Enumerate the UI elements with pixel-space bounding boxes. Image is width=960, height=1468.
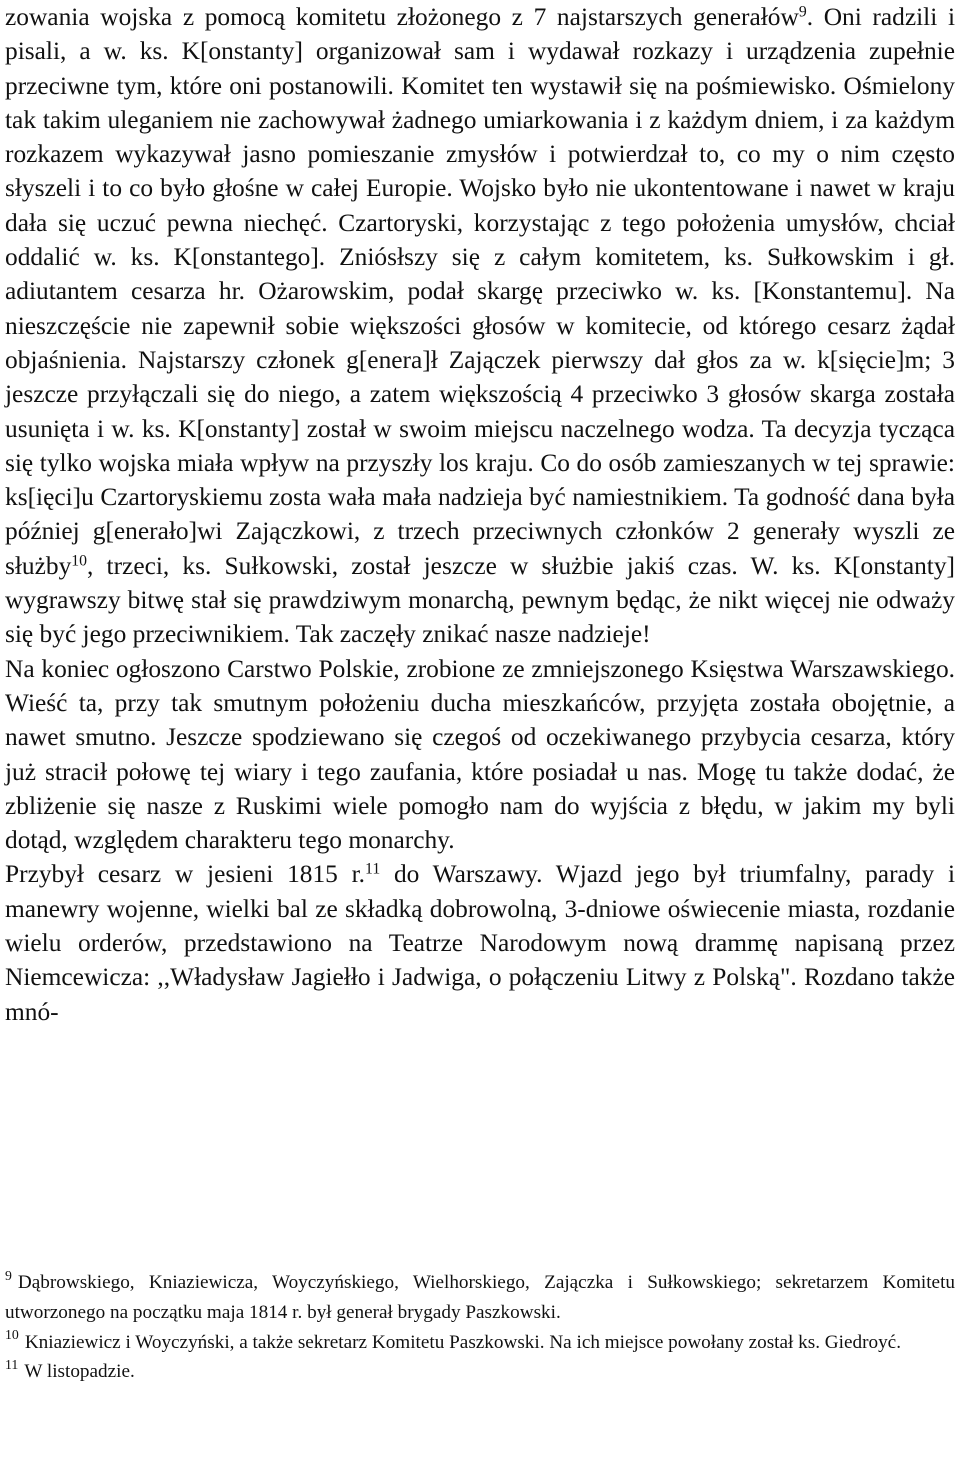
paragraph-2: Na koniec ogłoszono Carstwo Polskie, zrobione ze zmniejszonego Księstwa Warszawskiego. Wieść ta, przy tak smutnym położeniu ducha mieszkańców, przyjęta została obojętnie, a nawet smutno. Jeszcze spodziewano się czegoś od oczekiwanego przybycia cesarza, który już stracił połowę tej wiary i tego zaufania, które posiadał u nas. Mogę tu także dodać, że zbliżenie się nasze z Ruskimi wiele pomogło nam do wyjścia z błędu, w jakim my byli dotąd, względem charakteru tego monarchy. bbox=[5, 654, 955, 855]
paragraph-1 bbox=[5, 0, 955, 652]
footnote-ref-11: 11 bbox=[365, 860, 381, 878]
footnote-11 bbox=[5, 1357, 955, 1387]
main-text bbox=[5, 0, 955, 1029]
paragraph-3-text-b: do Warszawy. Wjazd jego był triumfalny, parady i manewry wojenne, wielki bal ze składką dobrowolną, 3-dniowe oświecenie miasta, rozdanie wielu orderów, przedstawiono na Teatrze Narodowym nową drammę napisaną przez Niemcewicza: ,,Władysław Jagiełło i Jadwiga, o połączeniu Litwy z Polską". Rozdano także mnó- bbox=[5, 860, 955, 1026]
paragraph-3 bbox=[5, 857, 955, 1028]
paragraph-1-text-b: . Oni radzili i pisali, a w. ks. K[onstanty] organizował sam i wydawał rozkazy i urządzenia zupełnie przeciwne tym, które oni postanowili. Komitet ten wystawił się na pośmiewisko. Ośmielony tak takim uleganiem nie zachowywał żadnego umiarkowania i z każdym dniem, i za każdym rozkazem wykazywał jasno pomieszanie zmysłów i potwierdzał to, co my o nim często słyszeli i to co było głośne w całej Europie. Wojsko było nie ukontentowane i nawet w kraju dała się uczuć pewna niechęć. Czartoryski, korzystając z tego położenia umysłów, chciał oddalić w. ks. K[onstantego]. Zniósłszy się z całym komitetem, ks. Sułkowskim i gł. adiutantem cesarza hr. Ożarowskim, podał skargę przeciwko w. ks. [Konstantemu]. Na nieszczęście nie zapewnił sobie większości głosów w komitecie, od którego cesarz żądał objaśnienia. Najstarszy członek g[enera]ł Zajączek pierwszy dał głos za w. k[sięcie]m; 3 jeszcze przyłączali się do niego, a zatem większością 4 przeciwko 3 głosów skarga została usunięta i w. ks. K[onstanty] został w swoim miejscu naczelnego wodza. Ta decyzja tycząca się tylko wojska miała wpływ na przyszły los kraju. Co do osób zamieszanych w tej sprawie: ks[ięci]u Czartoryskiemu zosta wała mała nadzieja być namiestnikiem. Ta godność dana była później g[enerało]wi Zajączkowi, z trzech przeciwnych członków 2 generały wyszli ze służby bbox=[5, 3, 955, 580]
footnote-9-mark: 9 bbox=[5, 1267, 12, 1283]
footnote-11-text: W listopadzie. bbox=[24, 1361, 135, 1383]
footnote-ref-10: 10 bbox=[71, 552, 88, 570]
footnote-ref-9: 9 bbox=[798, 3, 807, 21]
footnote-10-text: Kniaziewicz i Woyczyński, a także sekretarz Komitetu Paszkowski. Na ich miejsce powołany został ks. Giedroyć. bbox=[24, 1331, 901, 1353]
paragraph-1-text-a: zowania wojska z pomocą komitetu złożonego z 7 najstarszych generałów bbox=[5, 3, 799, 31]
footnote-11-mark: 11 bbox=[5, 1357, 19, 1373]
paragraph-1-text-c: , trzeci, ks. Sułkowski, został jeszcze w służbie jakiś czas. W. ks. K[onstanty] wygrawszy bitwę stał się prawdziwym monarchą, pewnym będąc, że nikt więcej nie odważy się być jego przeciwnikiem. Tak zaczęły znikać nasze nadzieje! bbox=[5, 551, 955, 649]
footnotes-section bbox=[5, 1268, 955, 1387]
paragraph-3-text-a: Przybył cesarz w jesieni 1815 r. bbox=[5, 860, 366, 889]
footnote-9-text: Dąbrowskiego, Kniaziewicza, Woyczyńskiego, Wielhorskiego, Zajączka i Sułkowskiego; sekretarzem Komitetu utworzonego na początku maja 1814 r. był generał brygady Paszkowski. bbox=[5, 1272, 955, 1323]
footnote-9 bbox=[5, 1268, 955, 1328]
footnote-10 bbox=[5, 1328, 955, 1358]
footnote-10-mark: 10 bbox=[5, 1327, 19, 1343]
